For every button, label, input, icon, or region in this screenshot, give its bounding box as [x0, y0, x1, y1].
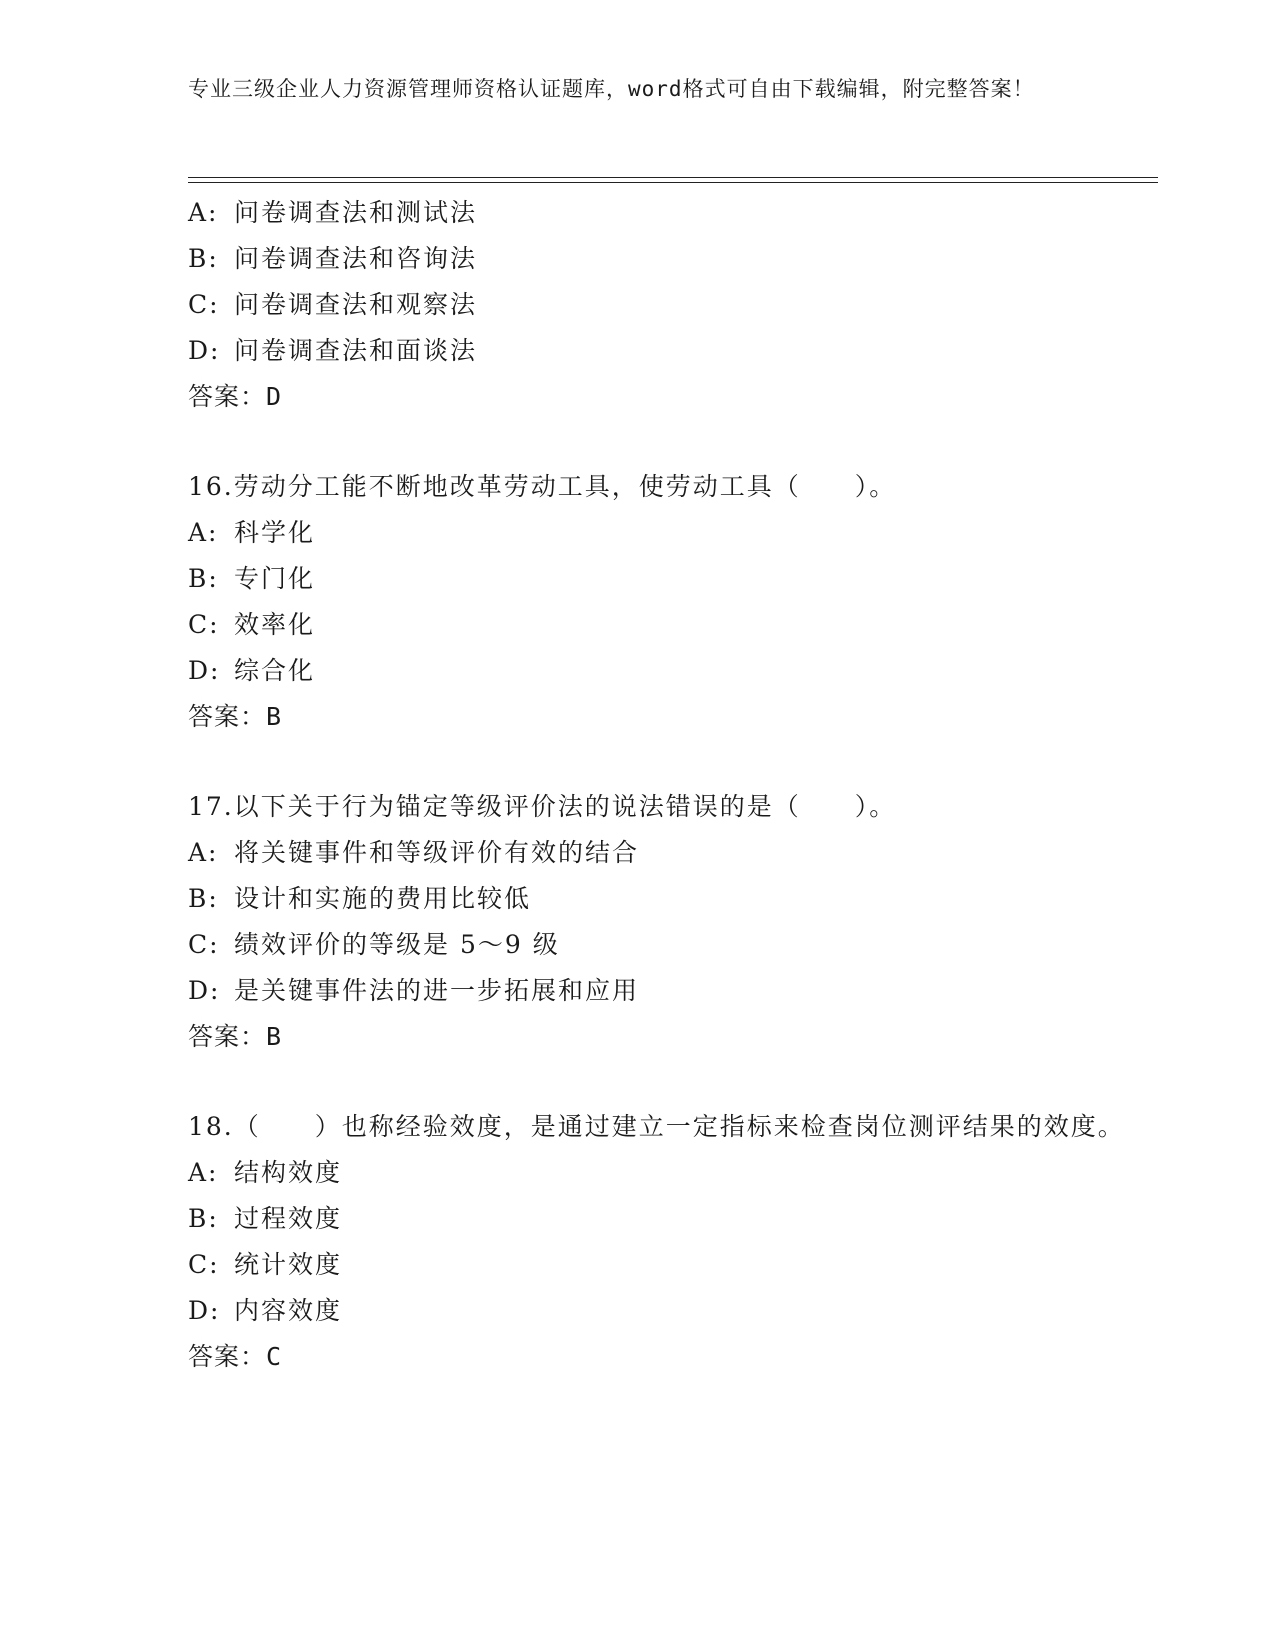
option-b [188, 876, 1128, 922]
option-text: 绩效评价的等级是 5～9 级 [234, 930, 560, 959]
option-letter: B: [188, 884, 219, 913]
option-c [188, 1242, 1128, 1288]
option-text: 专门化 [234, 564, 316, 593]
option-a [188, 190, 1128, 236]
question-15 [188, 190, 1128, 420]
option-letter: A: [188, 198, 219, 227]
option-letter: C: [188, 610, 220, 639]
option-letter: A: [188, 1158, 219, 1187]
option-text: 设计和实施的费用比较低 [234, 884, 532, 913]
option-b [188, 556, 1128, 602]
spacer [188, 740, 1128, 784]
option-c [188, 602, 1128, 648]
option-c [188, 282, 1128, 328]
spacer [188, 420, 1128, 464]
option-letter: C: [188, 930, 220, 959]
option-letter: B: [188, 244, 219, 273]
option-c [188, 922, 1128, 968]
option-letter: D: [188, 976, 221, 1005]
option-letter: D: [188, 656, 221, 685]
option-letter: A: [188, 838, 219, 867]
option-text: 问卷调查法和测试法 [234, 198, 478, 227]
spacer [188, 1060, 1128, 1104]
option-a [188, 1150, 1128, 1196]
option-text: 综合化 [234, 656, 316, 685]
option-text: 效率化 [234, 610, 316, 639]
question-stem: 17.以下关于行为锚定等级评价法的说法错误的是（ ）。 [188, 792, 897, 821]
option-b [188, 1196, 1128, 1242]
question-17 [188, 784, 1128, 1060]
option-a [188, 830, 1128, 876]
option-letter: B: [188, 1204, 219, 1233]
answer-line: 答案：B [188, 702, 283, 731]
option-text: 科学化 [234, 518, 316, 547]
option-text: 问卷调查法和面谈法 [234, 336, 478, 365]
option-b [188, 236, 1128, 282]
question-stem: 18.（ ）也称经验效度，是通过建立一定指标来检查岗位测评结果的效度。 [188, 1112, 1125, 1141]
header-divider-top [188, 177, 1158, 178]
option-letter: D: [188, 1296, 221, 1325]
option-text: 统计效度 [234, 1250, 343, 1279]
option-letter: C: [188, 290, 220, 319]
option-text: 将关键事件和等级评价有效的结合 [234, 838, 640, 867]
option-text: 问卷调查法和观察法 [234, 290, 478, 319]
question-list [188, 190, 1128, 1380]
option-d [188, 328, 1128, 374]
option-d [188, 968, 1128, 1014]
answer-line: 答案：C [188, 1342, 283, 1371]
answer-line: 答案：D [188, 382, 283, 411]
option-text: 是关键事件法的进一步拓展和应用 [234, 976, 640, 1005]
question-16 [188, 464, 1128, 740]
option-letter: C: [188, 1250, 220, 1279]
answer-line: 答案：B [188, 1022, 283, 1051]
option-letter: B: [188, 564, 219, 593]
document-header: 专业三级企业人力资源管理师资格认证题库，word格式可自由下载编辑，附完整答案！ [188, 77, 1035, 101]
option-d [188, 648, 1128, 694]
question-18 [188, 1104, 1128, 1380]
option-text: 内容效度 [234, 1296, 343, 1325]
option-d [188, 1288, 1128, 1334]
option-letter: A: [188, 518, 219, 547]
option-text: 结构效度 [234, 1158, 343, 1187]
option-text: 过程效度 [234, 1204, 343, 1233]
option-text: 问卷调查法和咨询法 [234, 244, 478, 273]
header-divider-bottom [188, 182, 1158, 183]
option-letter: D: [188, 336, 221, 365]
option-a [188, 510, 1128, 556]
question-stem: 16.劳动分工能不断地改革劳动工具，使劳动工具（ ）。 [188, 472, 897, 501]
